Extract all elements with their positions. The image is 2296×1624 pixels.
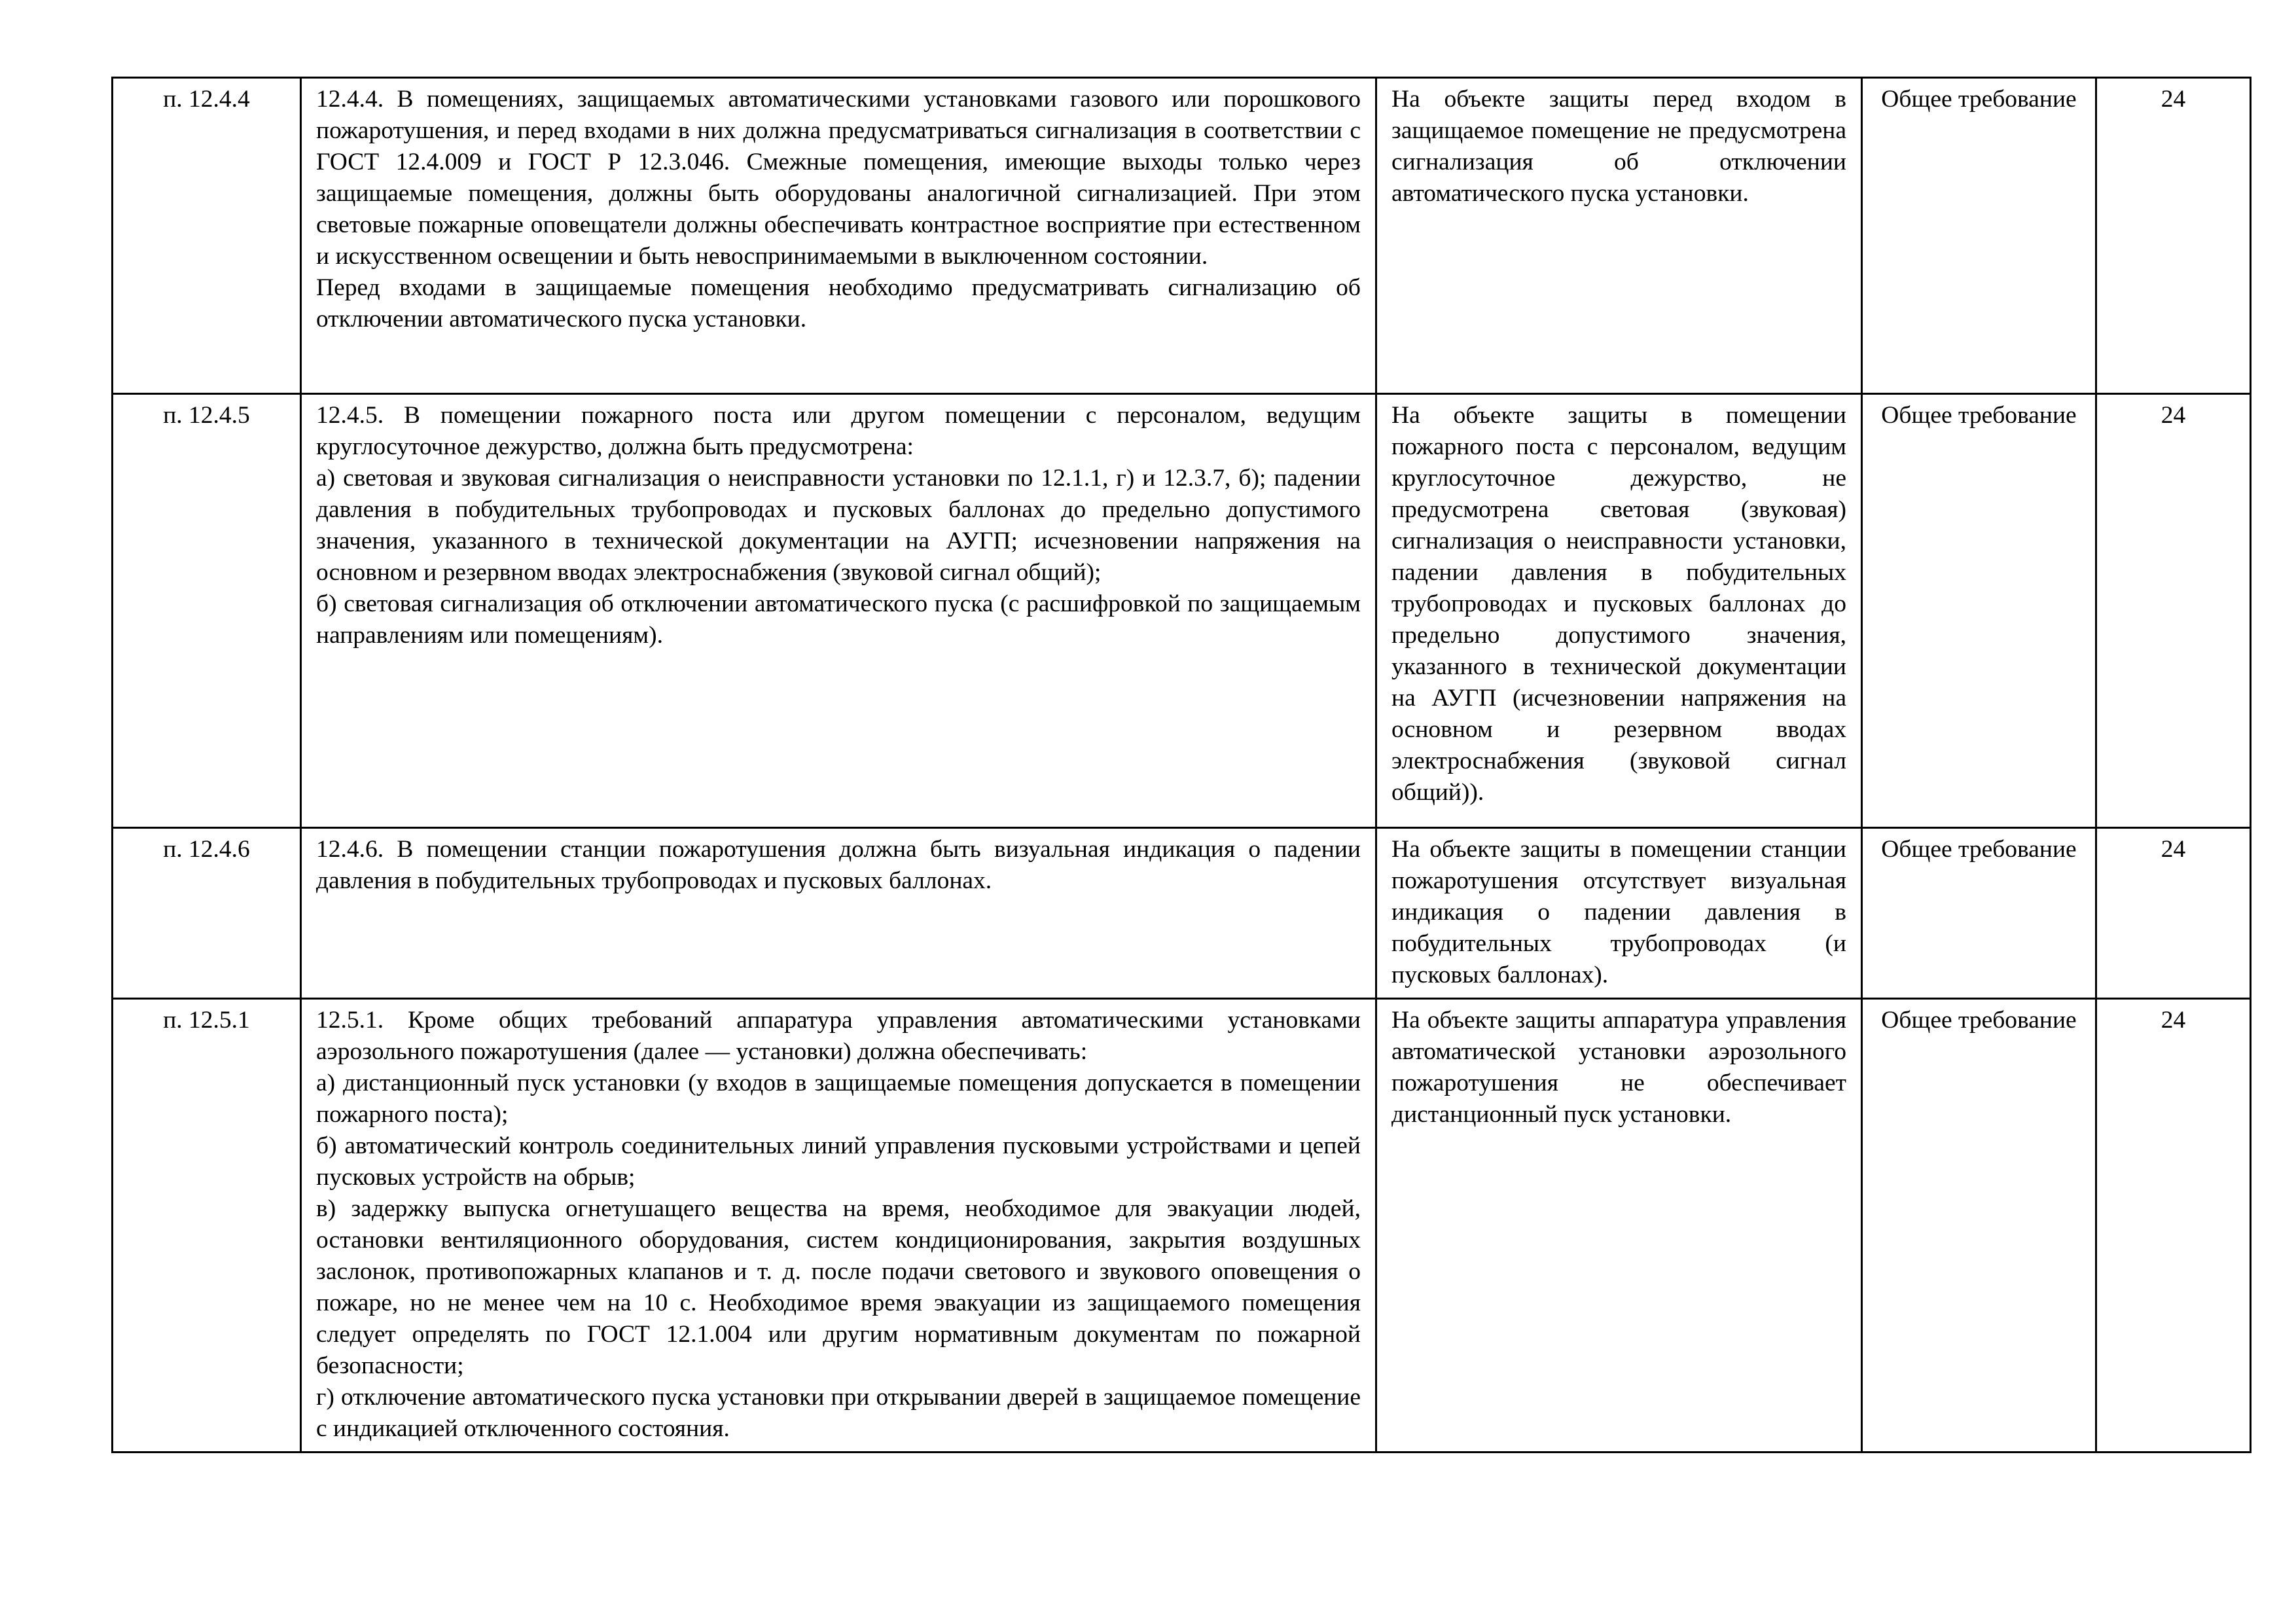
requirement-paragraph: Перед входами в защищаемые помещения необходимо предусматривать сигнализацию об отключении автоматического пуска установки. (316, 274, 1361, 333)
requirement-type: Общее требование (1862, 999, 2096, 1453)
finding-text: На объекте защиты в помещении станции пожаротушения отсутствует визуальная индикация о падении давления в побудительных трубопроводах (и пусковых баллонах). (1391, 836, 1846, 988)
requirement-paragraph: а) световая и звуковая сигнализация о неисправности установки по 12.1.1, г) и 12.3.7, б); падении давления в побудительных трубопроводах и пусковых баллонах до предельно допустимого значения, указанного в технической документации на АУГП; исчезновении напряжения на основном и резервном вводах электроснабжения (звуковой сигнал общий); (316, 465, 1361, 586)
requirement-paragraph: в) задержку выпуска огнетушащего вещества на время, необходимое для эвакуации людей, остановки вентиляционного оборудования, систем кондиционирования, закрытия воздушных заслонок, противопожарных клапанов и т. д. после подачи светового и звукового оповещения о пожаре, но не менее чем на 10 с. Необходимое время эвакуации из защищаемого помещения следует определять по ГОСТ 12.1.004 или другим нормативным документам по пожарной безопасности; (316, 1195, 1361, 1379)
clause-reference: п. 12.4.4 (113, 78, 301, 394)
requirement-text (301, 999, 1376, 1453)
table-row (113, 78, 2251, 394)
requirement-paragraph: 12.4.5. В помещении пожарного поста или другом помещении с персоналом, ведущим круглосуточное дежурство, должна быть предусмотрена: (316, 402, 1361, 460)
table-row (113, 999, 2251, 1453)
clause-reference: п. 12.4.6 (113, 828, 301, 999)
requirement-paragraph: 12.5.1. Кроме общих требований аппаратура управления автоматическими установками аэрозольного пожаротушения (далее — установки) должна обеспечивать: (316, 1007, 1361, 1065)
requirement-paragraph: б) световая сигнализация об отключении автоматического пуска (с расшифровкой по защищаемым направлениям или помещениям). (316, 590, 1361, 649)
requirement-paragraph: а) дистанционный пуск установки (у входов в защищаемые помещения допускается в помещении пожарного поста); (316, 1070, 1361, 1128)
finding-text: На объекте защиты аппаратура управления автоматической установки аэрозольного пожаротушения не обеспечивает дистанционный пуск установки. (1391, 1007, 1846, 1128)
row-number: 24 (2096, 828, 2251, 999)
violation-finding (1376, 828, 1862, 999)
document-page (111, 77, 2250, 1453)
requirement-paragraph: 12.4.4. В помещениях, защищаемых автоматическими установками газового или порошкового пожаротушения, и перед входами в них должна предусматриваться сигнализация в соответствии с ГОСТ 12.4.009 и ГОСТ Р 12.3.046. Смежные помещения, имеющие выходы только через защищаемые помещения, должны быть оборудованы аналогичной сигнализацией. При этом световые пожарные оповещатели должны обеспечивать контрастное восприятие при естественном и искусственном освещении и быть невоспринимаемыми в выключенном состоянии. (316, 86, 1361, 270)
row-number: 24 (2096, 394, 2251, 828)
requirement-type: Общее требование (1862, 78, 2096, 394)
requirement-paragraph: 12.4.6. В помещении станции пожаротушения должна быть визуальная индикация о падении давления в побудительных трубопроводах и пусковых баллонах. (316, 836, 1361, 894)
requirement-text (301, 828, 1376, 999)
finding-text: На объекте защиты в помещении пожарного поста с персоналом, ведущим круглосуточное дежурство, не предусмотрена световая (звуковая) сигнализация о неисправности установки, падении давления в побудительных трубопроводах и пусковых баллонах до предельно допустимого значения, указанного в технической документации на АУГП (исчезновении напряжения на основном и резервном вводах электроснабжения (звуковой сигнал общий)). (1391, 402, 1846, 806)
table-row (113, 828, 2251, 999)
finding-text: На объекте защиты перед входом в защищаемое помещение не предусмотрена сигнализация об отключении автоматического пуска установки. (1391, 86, 1846, 207)
requirement-paragraph: б) автоматический контроль соединительных линий управления пусковыми устройствами и цепей пусковых устройств на обрыв; (316, 1132, 1361, 1191)
table-row (113, 394, 2251, 828)
requirement-type: Общее требование (1862, 394, 2096, 828)
violation-finding (1376, 999, 1862, 1453)
clause-reference: п. 12.4.5 (113, 394, 301, 828)
requirement-text (301, 78, 1376, 394)
row-number: 24 (2096, 999, 2251, 1453)
requirement-type: Общее требование (1862, 828, 2096, 999)
violation-finding (1376, 394, 1862, 828)
clause-reference: п. 12.5.1 (113, 999, 301, 1453)
violation-finding (1376, 78, 1862, 394)
requirement-text (301, 394, 1376, 828)
row-number: 24 (2096, 78, 2251, 394)
requirement-paragraph: г) отключение автоматического пуска установки при открывании дверей в защищаемое помещение с индикацией отключенного состояния. (316, 1384, 1361, 1442)
requirements-table (111, 77, 2251, 1453)
